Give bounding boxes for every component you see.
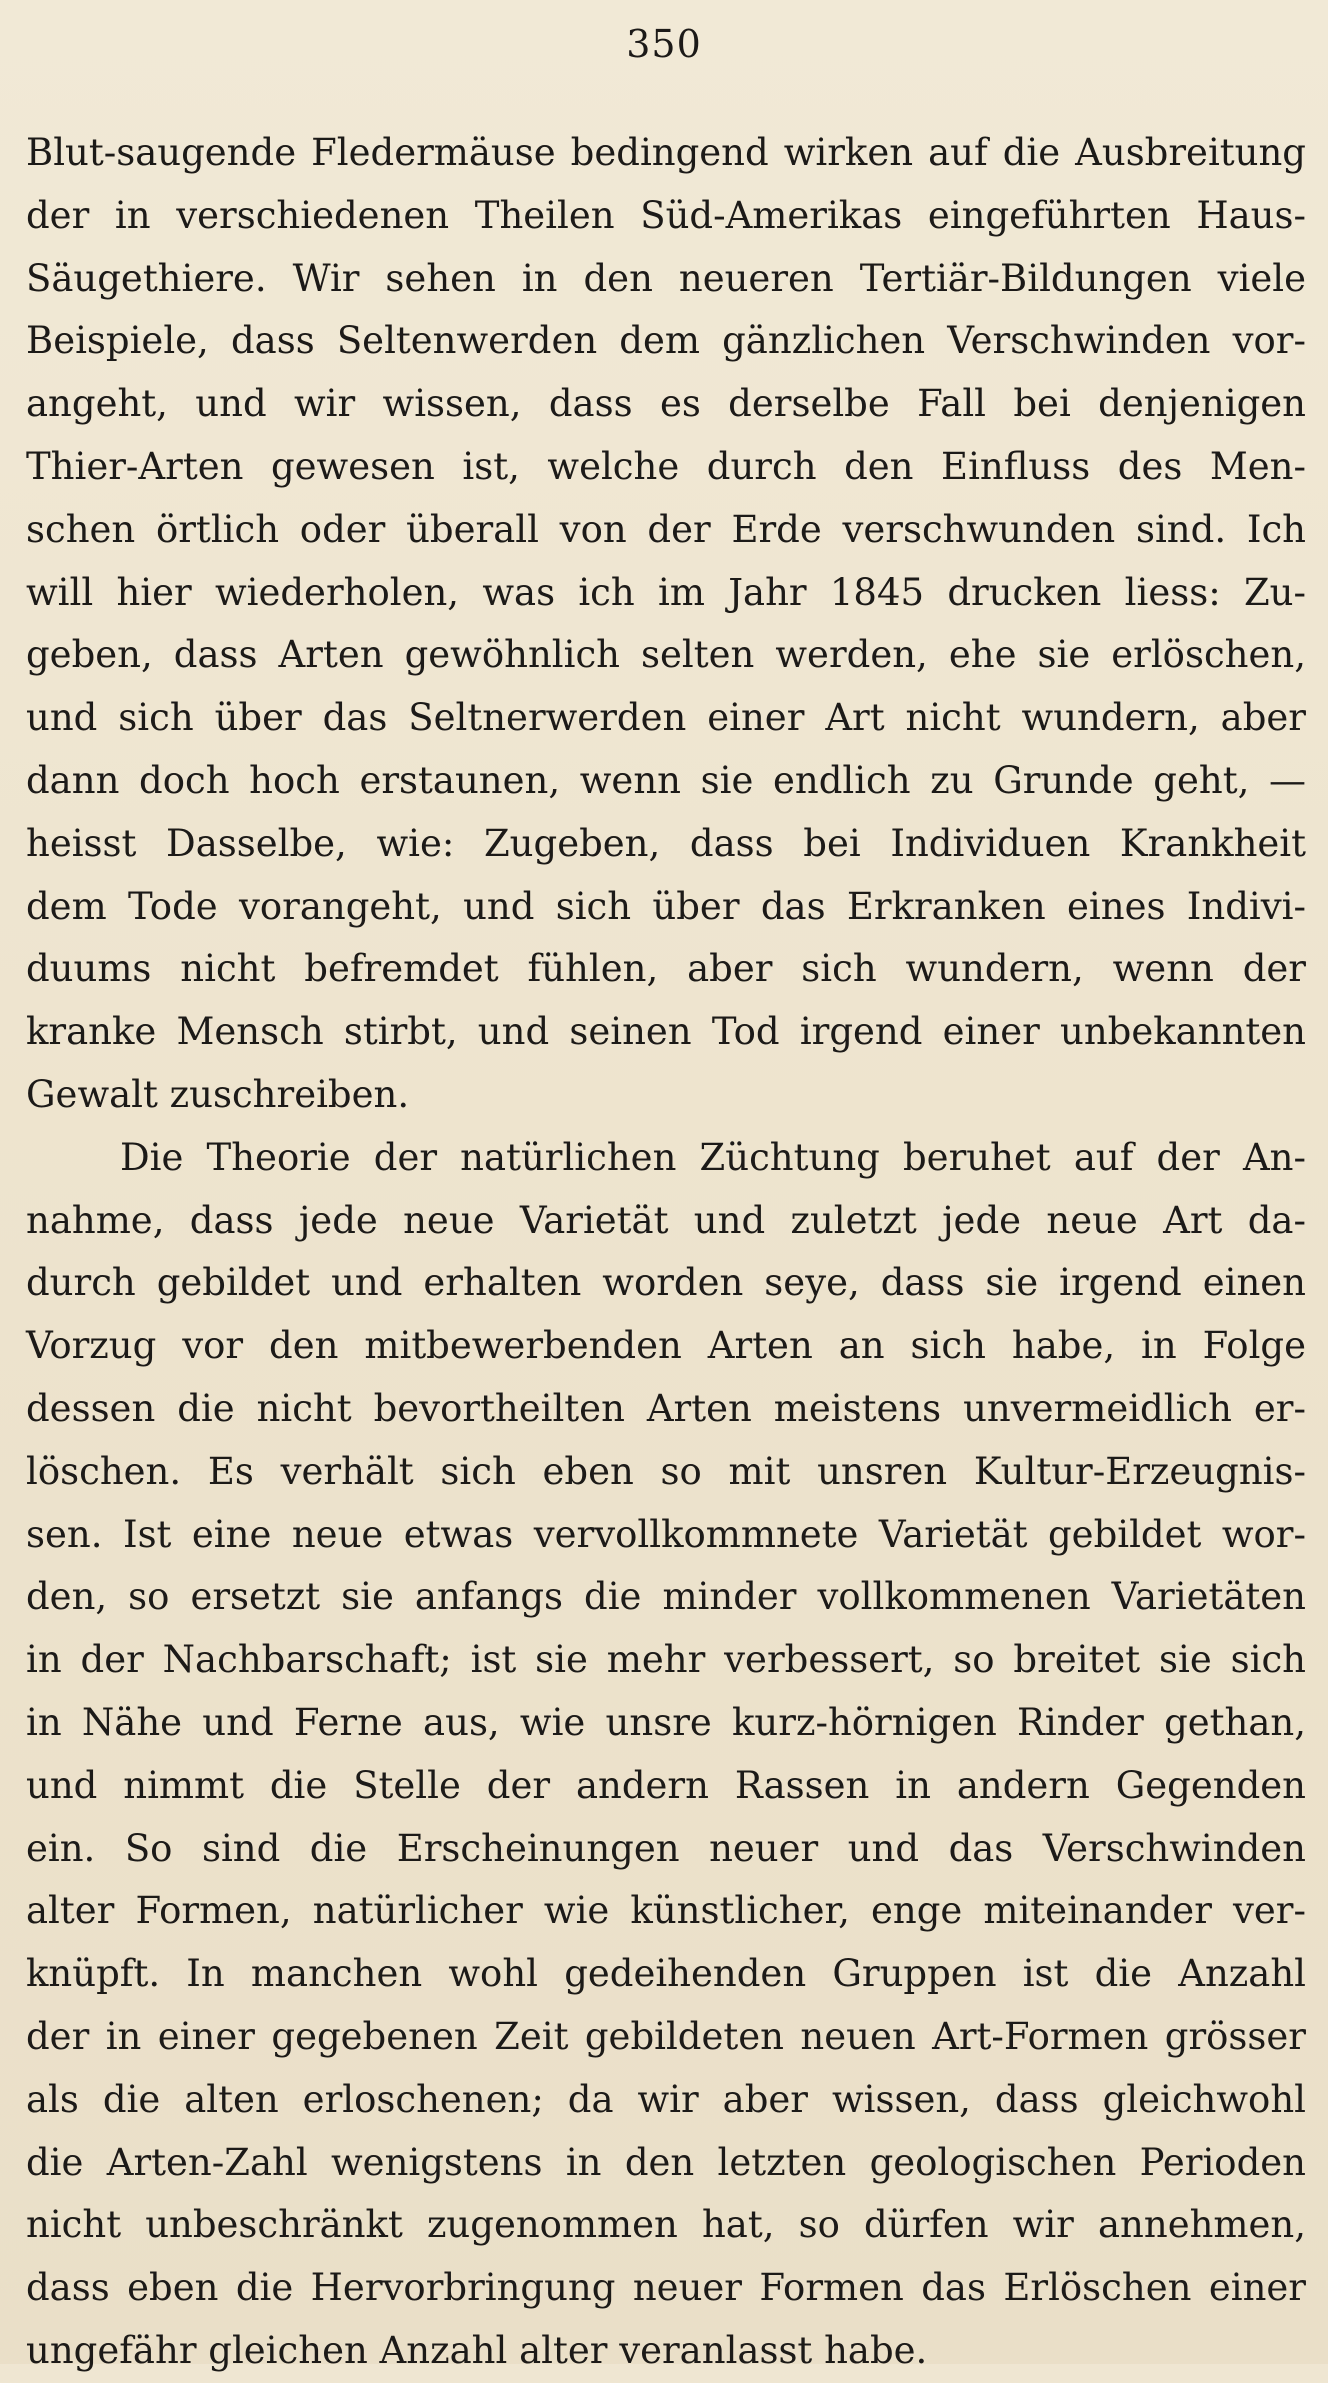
text-line: dann doch hoch erstaunen, wenn sie endlich zu Grunde geht, — — [26, 758, 1306, 802]
text-line: heisst Dasselbe, wie: Zugeben, dass bei Individuen Krankheit — [26, 821, 1306, 865]
text-line: als die alten erloschenen; da wir aber wissen, dass gleichwohl — [26, 2077, 1306, 2121]
text-line: alter Formen, natürlicher wie künstlicher, enge miteinander ver- — [26, 1889, 1306, 1933]
body-text — [26, 122, 1306, 2383]
text-line: die Arten-Zahl wenigstens in den letzten geologischen Perioden — [26, 2140, 1306, 2184]
text-line: geben, dass Arten gewöhnlich selten werden, ehe sie erlöschen, — [26, 633, 1306, 677]
text-line: Thier-Arten gewesen ist, welche durch den Einfluss des Men- — [26, 444, 1306, 488]
text-line: Blut-saugende Fledermäuse bedingend wirken auf die Ausbreitung — [26, 131, 1306, 174]
text-line: angeht, und wir wissen, dass es derselbe Fall bei denjenigen — [26, 382, 1306, 426]
text-line: den, so ersetzt sie anfangs die minder vollkommenen Varietäten — [26, 1575, 1306, 1619]
paragraph-end-line: ungefähr gleichen Anzahl alter veranlasst habe. — [26, 2328, 928, 2372]
text-line: Säugethiere. Wir sehen in den neueren Tertiär-Bildungen viele — [26, 256, 1306, 300]
text-line: und nimmt die Stelle der andern Rassen in andern Gegenden — [26, 1763, 1306, 1807]
text-line: knüpft. In manchen wohl gedeihenden Gruppen ist die Anzahl — [26, 1952, 1306, 1996]
text-line: nicht unbeschränkt zugenommen hat, so dürfen wir annehmen, — [26, 2203, 1306, 2247]
text-line: dass eben die Hervorbringung neuer Formen das Erlöschen einer — [26, 2266, 1306, 2310]
text-line: duums nicht befremdet fühlen, aber sich wundern, wenn der — [26, 947, 1306, 991]
text-line: ein. So sind die Erscheinungen neuer und das Verschwinden — [26, 1826, 1306, 1870]
text-line: löschen. Es verhält sich eben so mit unsren Kultur-Erzeugnis- — [26, 1449, 1306, 1493]
text-line: kranke Mensch stirbt, und seinen Tod irgend einer unbekannten — [26, 1010, 1306, 1054]
text-line: und sich über das Seltnerwerden einer Art nicht wundern, aber — [26, 696, 1306, 740]
text-line: in der Nachbarschaft; ist sie mehr verbessert, so breitet sie sich — [26, 1638, 1306, 1682]
page-number: 350 — [626, 22, 702, 66]
text-line: nahme, dass jede neue Varietät und zuletzt jede neue Art da- — [26, 1198, 1306, 1242]
text-line: der in einer gegebenen Zeit gebildeten neuen Art-Formen grösser — [26, 2014, 1306, 2058]
text-line: Vorzug vor den mitbewerbenden Arten an sich habe, in Folge — [26, 1324, 1306, 1368]
paragraph-end-line: Gewalt zuschreiben. — [26, 1072, 410, 1116]
text-line: schen örtlich oder überall von der Erde verschwunden sind. Ich — [26, 507, 1306, 551]
text-line: dem Tode vorangeht, und sich über das Erkranken eines Indivi- — [26, 884, 1306, 928]
text-line: durch gebildet und erhalten worden seye, dass sie irgend einen — [26, 1261, 1306, 1305]
text-line: in Nähe und Ferne aus, wie unsre kurz-hörnigen Rinder gethan, — [26, 1700, 1306, 1744]
text-line: der in verschiedenen Theilen Süd-Amerikas eingeführten Haus- — [26, 193, 1306, 237]
text-line: Beispiele, dass Seltenwerden dem gänzlichen Verschwinden vor- — [26, 319, 1306, 363]
text-line: sen. Ist eine neue etwas vervollkommnete Varietät gebildet wor- — [26, 1512, 1306, 1556]
paragraph-start-line: Die Theorie der natürlichen Züchtung beruhet auf der An- — [120, 1135, 1306, 1179]
text-line: dessen die nicht bevortheilten Arten meistens unvermeidlich er- — [26, 1386, 1306, 1430]
text-line: will hier wiederholen, was ich im Jahr 1845 drucken liess: Zu- — [26, 570, 1306, 614]
